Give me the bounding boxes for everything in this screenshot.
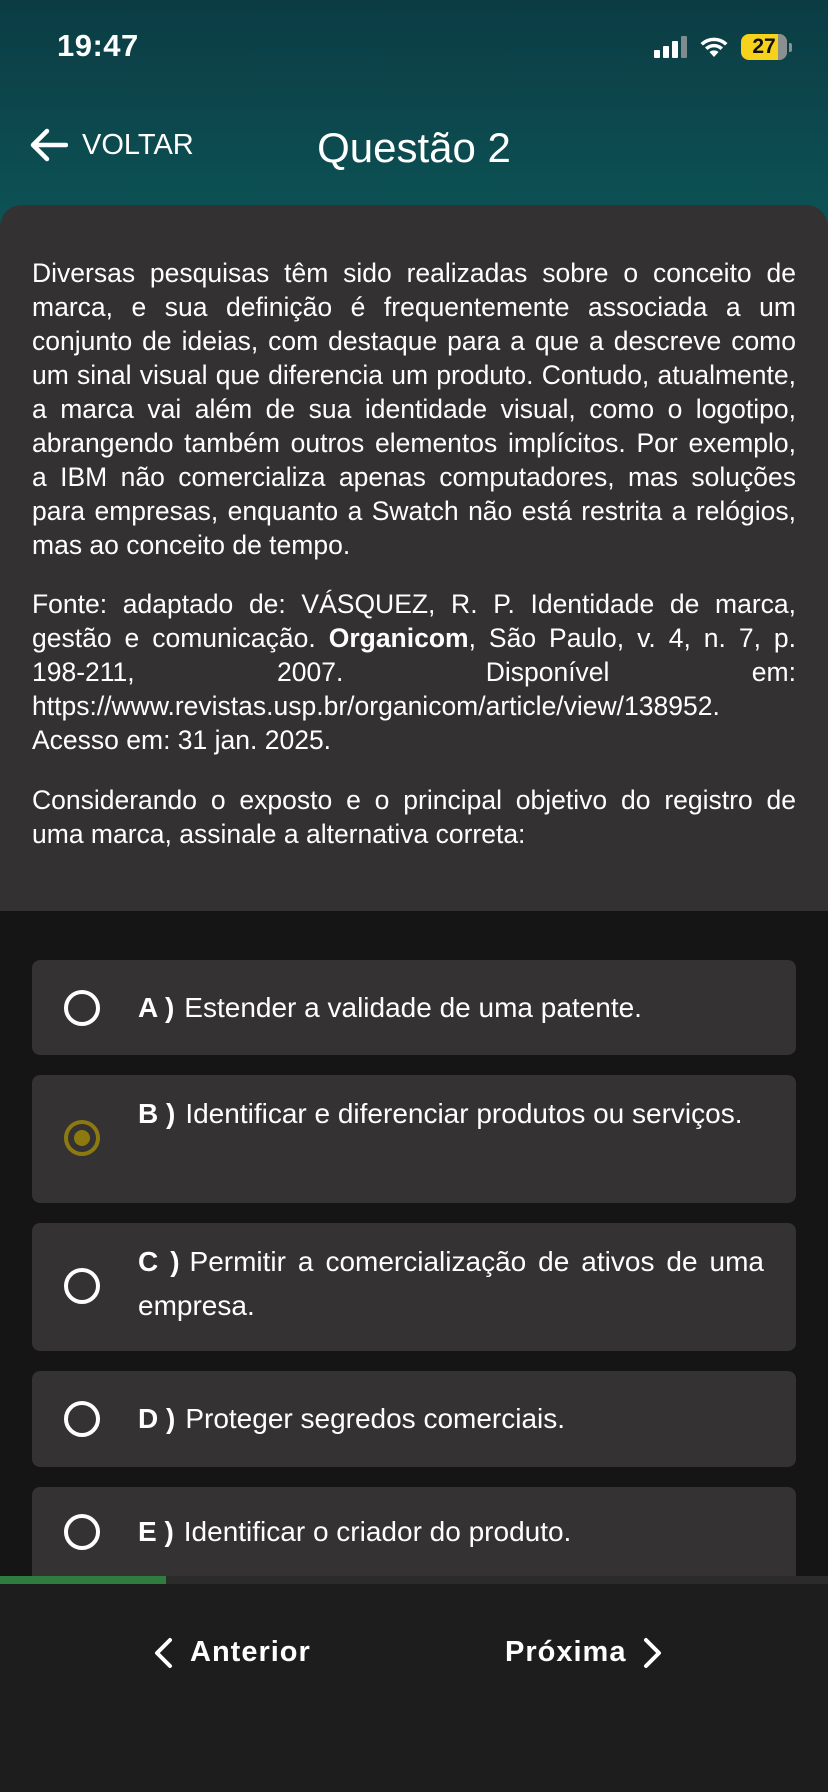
option-letter: C ) <box>138 1246 180 1277</box>
option-label: Proteger segredos comerciais. <box>185 1403 566 1434</box>
question-prompt: Considerando o exposto e o principal objetivo do registro de uma marca, assinale a alternativa correta: <box>32 785 796 849</box>
previous-button[interactable] <box>152 1636 311 1669</box>
wifi-icon <box>699 36 729 58</box>
option-b[interactable] <box>32 1075 796 1203</box>
progress-fill <box>0 1576 166 1584</box>
option-letter: B ) <box>138 1098 176 1129</box>
battery-icon <box>741 34 787 60</box>
battery-level: 27 <box>752 35 776 58</box>
source-journal: Organicom <box>328 623 469 653</box>
option-e-text <box>138 1510 764 1554</box>
option-c-text <box>138 1240 764 1328</box>
cellular-signal-icon <box>654 36 687 58</box>
back-label: VOLTAR <box>82 128 194 161</box>
option-label: Identificar e diferenciar produtos ou serviços. <box>185 1098 743 1129</box>
option-letter: A ) <box>138 992 175 1023</box>
question-card <box>0 205 828 911</box>
bottom-navigation <box>0 1584 828 1792</box>
option-c[interactable] <box>32 1223 796 1351</box>
radio-e[interactable] <box>64 1514 100 1550</box>
option-d-text <box>138 1397 764 1441</box>
previous-label: Anterior <box>190 1636 311 1668</box>
radio-b-selected[interactable] <box>64 1120 100 1156</box>
source-prefix: Fonte: adaptado de: VÁSQUEZ, R. P. Identidade de marca, gestão e comunicação. <box>32 589 796 653</box>
radio-a[interactable] <box>64 990 100 1026</box>
option-label: Identificar o criador do produto. <box>183 1516 572 1547</box>
question-source <box>32 587 796 757</box>
top-header <box>0 0 828 240</box>
battery-tip <box>789 43 792 52</box>
option-d[interactable] <box>32 1371 796 1467</box>
status-icons <box>654 34 792 60</box>
option-letter: E ) <box>138 1516 174 1547</box>
option-b-text <box>138 1092 764 1136</box>
option-a-text <box>138 986 764 1030</box>
page-title: Questão 2 <box>317 124 511 171</box>
next-button[interactable] <box>505 1636 664 1669</box>
next-label: Próxima <box>505 1636 627 1668</box>
chevron-right-icon <box>642 1637 664 1669</box>
radio-d[interactable] <box>64 1401 100 1437</box>
option-label: Permitir a comercialização de ativos de uma empresa. <box>138 1246 764 1321</box>
question-paragraph: Diversas pesquisas têm sido realizadas sobre o conceito de marca, e sua definição é frequentemente associada a um conjunto de ideias, com destaque para a que a descreve como um sinal visual que diferencia um produto. Contudo, atualmente, a marca vai além de sua identidade visual, como o logotipo, abrangendo também outros elementos implícitos. Por exemplo, a IBM não comercializa apenas computadores, mas soluções para empresas, enquanto a Swatch não está restrita a relógios, mas ao conceito de tempo. <box>32 258 796 560</box>
option-e[interactable] <box>32 1487 796 1576</box>
source-rest: , São Paulo, v. 4, n. 7, p. 198-211, 2007. Disponível em: https://www.revistas.usp.br/organicom/article/view/138952. Acesso em: 31 jan. 2025. <box>32 623 797 755</box>
option-letter: D ) <box>138 1403 176 1434</box>
radio-c[interactable] <box>64 1268 100 1304</box>
chevron-left-icon <box>152 1637 174 1669</box>
progress-bar <box>0 1576 828 1584</box>
option-label: Estender a validade de uma patente. <box>184 992 642 1023</box>
option-a[interactable] <box>32 960 796 1055</box>
status-time: 19:47 <box>57 28 139 63</box>
